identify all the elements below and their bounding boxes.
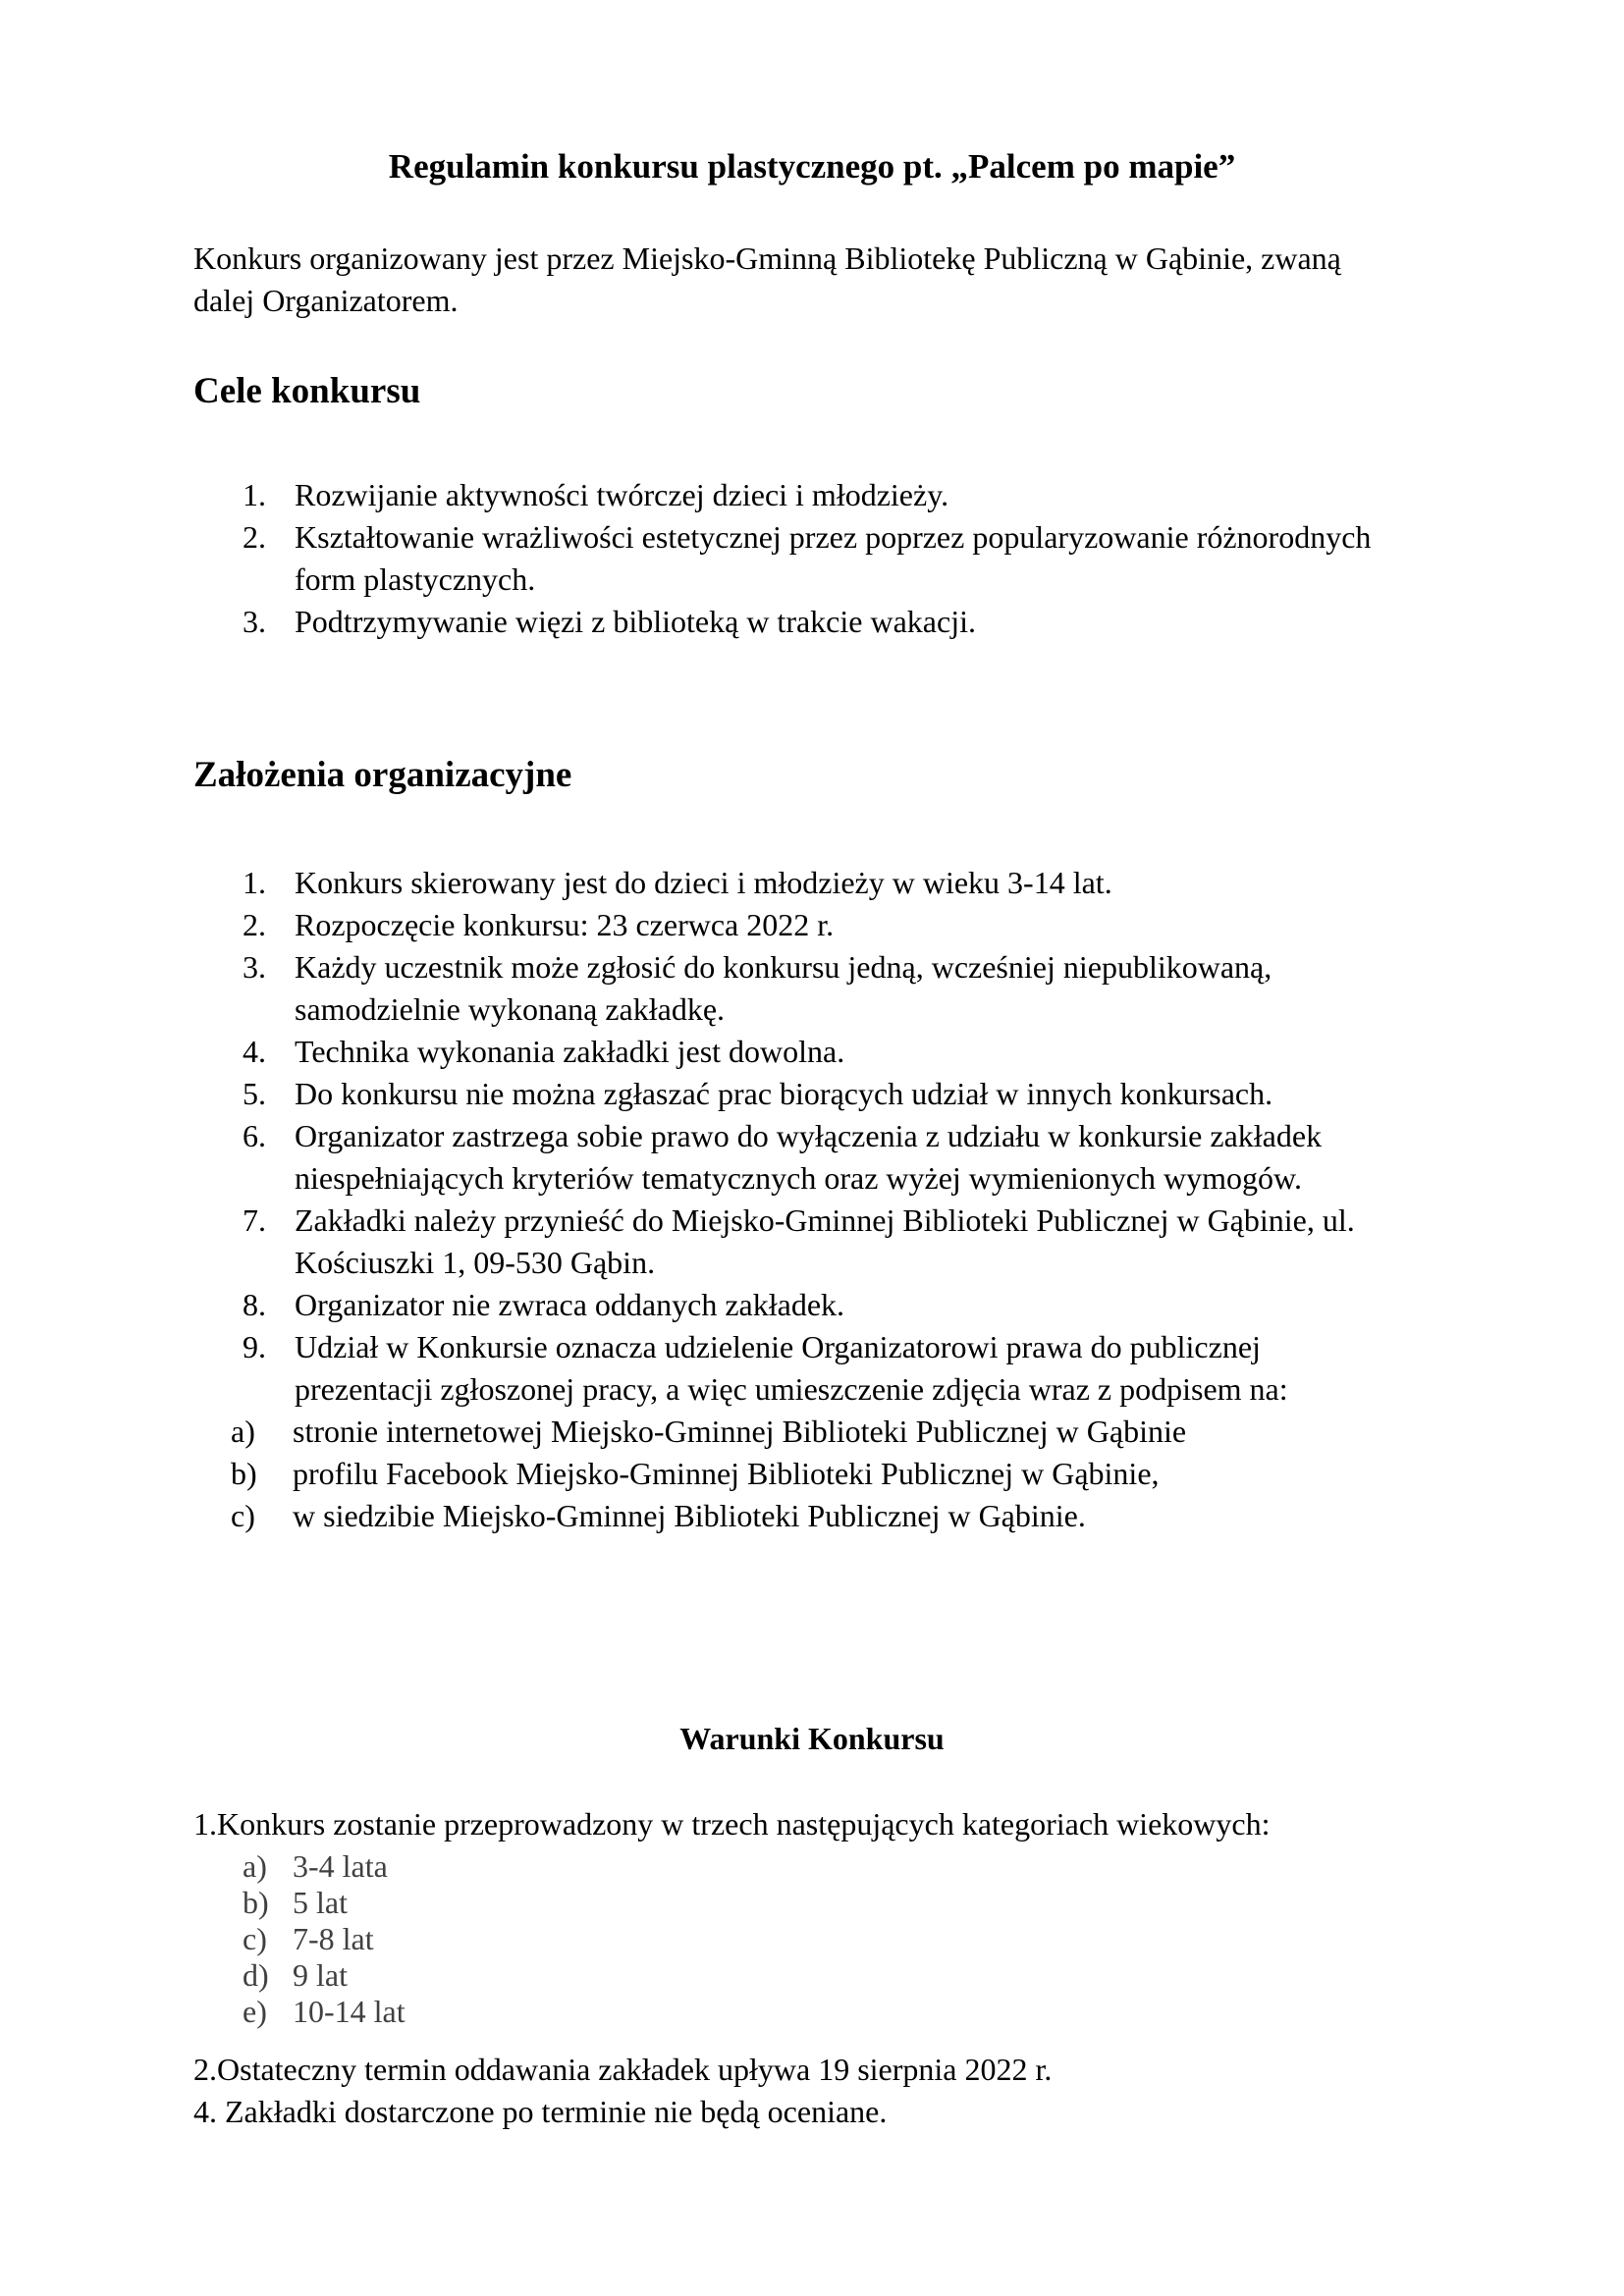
item-number: 5. xyxy=(243,1076,266,1111)
conditions-section xyxy=(193,1803,1470,2133)
subitem-text: stronie internetowej Miejsko-Gminnej Biblioteki Publicznej w Gąbinie xyxy=(293,1414,1187,1449)
org-item-9 xyxy=(193,1326,1470,1411)
org-item-7 xyxy=(193,1200,1470,1284)
item-number: 4. xyxy=(243,1034,266,1069)
goals-item-1 xyxy=(193,474,1470,516)
org-subitem-c xyxy=(193,1495,1470,1537)
intro-paragraph xyxy=(193,238,1341,322)
item-number: 7. xyxy=(243,1202,266,1238)
conditions-point-2: 2.Ostateczny termin oddawania zakładek upływa 19 sierpnia 2022 r. xyxy=(193,2052,1053,2087)
item-text: Zakładki należy przynieść do Miejsko-Gminnej Biblioteki Publicznej w Gąbinie, ul. xyxy=(295,1202,1355,1238)
item-text: Organizator nie zwraca oddanych zakładek. xyxy=(295,1287,845,1322)
item-text: Kształtowanie wrażliwości estetycznej przez poprzez popularyzowanie różnorodnych xyxy=(295,519,1372,555)
subitem-letter: b) xyxy=(231,1456,257,1491)
goals-heading: Cele konkursu xyxy=(193,371,421,411)
item-text: Technika wykonania zakładki jest dowolna. xyxy=(295,1034,845,1069)
organization-heading: Założenia organizacyjne xyxy=(193,755,572,795)
item-number: 8. xyxy=(243,1287,266,1322)
age-category-e xyxy=(193,1991,1470,2027)
org-item-3 xyxy=(193,946,1470,1031)
intro-line-2: dalej Organizatorem. xyxy=(193,283,459,318)
goals-item-2 xyxy=(193,516,1470,601)
item-number: 2. xyxy=(243,519,266,555)
category-letter: d) xyxy=(243,1957,269,1993)
age-category-d xyxy=(193,1954,1470,1991)
goals-item-3 xyxy=(193,601,1470,643)
conditions-point-1: 1.Konkurs zostanie przeprowadzony w trzech następujących kategoriach wiekowych: xyxy=(193,1806,1271,1842)
item-number: 1. xyxy=(243,477,266,512)
item-text-cont: Kościuszki 1, 09-530 Gąbin. xyxy=(295,1245,656,1280)
age-category-a xyxy=(193,1845,1470,1882)
intro-line-1: Konkurs organizowany jest przez Miejsko-Gminną Bibliotekę Publiczną w Gąbinie, zwaną xyxy=(193,240,1341,276)
org-item-1 xyxy=(193,862,1470,904)
age-category-c xyxy=(193,1918,1470,1954)
category-letter: e) xyxy=(243,1994,267,2029)
document-title: Regulamin konkursu plastycznego pt. „Palcem po mapie” xyxy=(388,147,1236,186)
subitem-text: w siedzibie Miejsko-Gminnej Biblioteki Publicznej w Gąbinie. xyxy=(293,1498,1086,1533)
goals-list xyxy=(193,474,1470,643)
org-item-6 xyxy=(193,1115,1470,1200)
item-text: Udział w Konkursie oznacza udzielenie Organizatorowi prawa do publicznej xyxy=(295,1329,1261,1364)
conditions-heading: Warunki Konkursu xyxy=(679,1721,945,1756)
item-text: Podtrzymywanie więzi z biblioteką w trakcie wakacji. xyxy=(295,604,976,639)
item-text-cont: samodzielnie wykonaną zakładkę. xyxy=(295,991,726,1027)
org-item-4 xyxy=(193,1031,1470,1073)
item-number: 1. xyxy=(243,865,266,900)
org-subitem-b xyxy=(193,1453,1470,1495)
category-letter: b) xyxy=(243,1885,269,1920)
category-letter: c) xyxy=(243,1921,267,1956)
item-text-cont: niespełniających kryteriów tematycznych oraz wyżej wymienionych wymogów. xyxy=(295,1160,1303,1196)
age-categories-list xyxy=(193,1845,1470,2027)
item-number: 2. xyxy=(243,907,266,942)
item-text: Rozwijanie aktywności twórczej dzieci i młodzieży. xyxy=(295,477,949,512)
category-letter: a) xyxy=(243,1848,267,1884)
item-text: Do konkursu nie można zgłaszać prac biorących udział w innych konkursach. xyxy=(295,1076,1273,1111)
org-item-2 xyxy=(193,904,1470,946)
org-subitem-a xyxy=(193,1411,1470,1453)
org-item-8 xyxy=(193,1284,1470,1326)
conditions-point-4: 4. Zakładki dostarczone po terminie nie będą oceniane. xyxy=(193,2094,888,2129)
item-number: 9. xyxy=(243,1329,266,1364)
age-category-b xyxy=(193,1882,1470,1918)
category-text: 5 lat xyxy=(293,1885,348,1920)
subitem-letter: c) xyxy=(231,1498,255,1533)
item-text-cont: form plastycznych. xyxy=(295,561,536,597)
item-number: 3. xyxy=(243,949,266,985)
subitem-letter: a) xyxy=(231,1414,255,1449)
subitem-text: profilu Facebook Miejsko-Gminnej Biblioteki Publicznej w Gąbinie, xyxy=(293,1456,1160,1491)
category-text: 7-8 lat xyxy=(293,1921,374,1956)
item-number: 6. xyxy=(243,1118,266,1153)
category-text: 9 lat xyxy=(293,1957,348,1993)
org-item-5 xyxy=(193,1073,1470,1115)
item-text: Rozpoczęcie konkursu: 23 czerwca 2022 r. xyxy=(295,907,835,942)
item-text: Konkurs skierowany jest do dzieci i młodzieży w wieku 3-14 lat. xyxy=(295,865,1112,900)
item-text: Organizator zastrzega sobie prawo do wyłączenia z udziału w konkursie zakładek xyxy=(295,1118,1323,1153)
category-text: 10-14 lat xyxy=(293,1994,406,2029)
category-text: 3-4 lata xyxy=(293,1848,388,1884)
item-text: Każdy uczestnik może zgłosić do konkursu jedną, wcześniej niepublikowaną, xyxy=(295,949,1272,985)
item-text-cont: prezentacji zgłoszonej pracy, a więc umieszczenie zdjęcia wraz z podpisem na: xyxy=(295,1371,1288,1407)
item-number: 3. xyxy=(243,604,266,639)
organization-list xyxy=(193,862,1470,1537)
